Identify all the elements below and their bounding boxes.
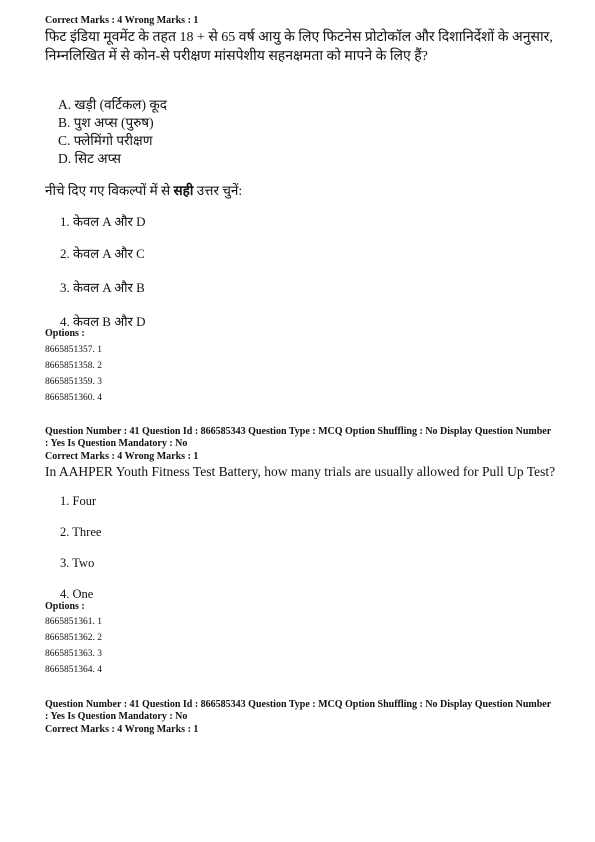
question-header: Question Number : 41 Question Id : 866585343 Question Type : MCQ Option Shuffling : No Display Question Number : Yes Is Question Mandatory : No: [45, 699, 551, 722]
instruction-post: उत्तर चुनें:: [193, 183, 243, 198]
marks-line: Correct Marks : 4 Wrong Marks : 1: [45, 724, 199, 735]
statement-a: A. खड़ी (वर्टिकल) कूद: [58, 97, 167, 112]
choice-3: 3. Two: [60, 556, 95, 570]
instruction-line: [45, 182, 242, 200]
statement-c: C. फ्लेमिंगो परीक्षण: [58, 133, 153, 148]
choice-1: 1. केवल A और D: [60, 214, 146, 229]
choice-4: 4. One: [60, 587, 94, 601]
option-id: 8665851357. 1: [45, 345, 102, 355]
option-id: 8665851358. 2: [45, 361, 102, 371]
choice-2: 2. केवल A और C: [60, 246, 145, 261]
options-label: Options :: [45, 328, 85, 339]
instruction-bold: सही: [173, 183, 194, 198]
option-id: 8665851364. 4: [45, 665, 102, 675]
marks-line: Correct Marks : 4 Wrong Marks : 1: [45, 15, 199, 26]
marks-line: Correct Marks : 4 Wrong Marks : 1: [45, 451, 199, 462]
choice-1: 1. Four: [60, 494, 97, 508]
option-id: 8665851363. 3: [45, 649, 102, 659]
instruction-pre: नीचे दिए गए विकल्पों में से: [45, 183, 174, 198]
statement-b: B. पुश अप्स (पुरुष): [58, 115, 154, 130]
option-id: 8665851361. 1: [45, 617, 102, 627]
question-header: Question Number : 41 Question Id : 866585343 Question Type : MCQ Option Shuffling : No Display Question Number : Yes Is Question Mandatory : No: [45, 426, 551, 449]
question-text-english: In AAHPER Youth Fitness Test Battery, how many trials are usually allowed for Pull Up Test?: [45, 464, 556, 479]
question-text-hindi: फिट इंडिया मूवमेंट के तहत 18 + से 65 वर्ष आयु के लिए फिटनेस प्रोटोकॉल और दिशानिर्देशों के अनुसार, निम्नलिखित में से कोन-से परीक्षण मांसपेशीय सहनक्षमता को मापने के लिए हैं?: [45, 30, 553, 64]
choice-3: 3. केवल A और B: [60, 280, 145, 295]
choice-2: 2. Three: [60, 525, 102, 539]
option-id: 8665851359. 3: [45, 377, 102, 387]
choice-4: 4. केवल B और D: [60, 314, 146, 329]
option-id: 8665851360. 4: [45, 393, 102, 403]
statement-d: D. सिट अप्स: [58, 151, 121, 166]
options-label: Options :: [45, 601, 85, 612]
option-id: 8665851362. 2: [45, 633, 102, 643]
